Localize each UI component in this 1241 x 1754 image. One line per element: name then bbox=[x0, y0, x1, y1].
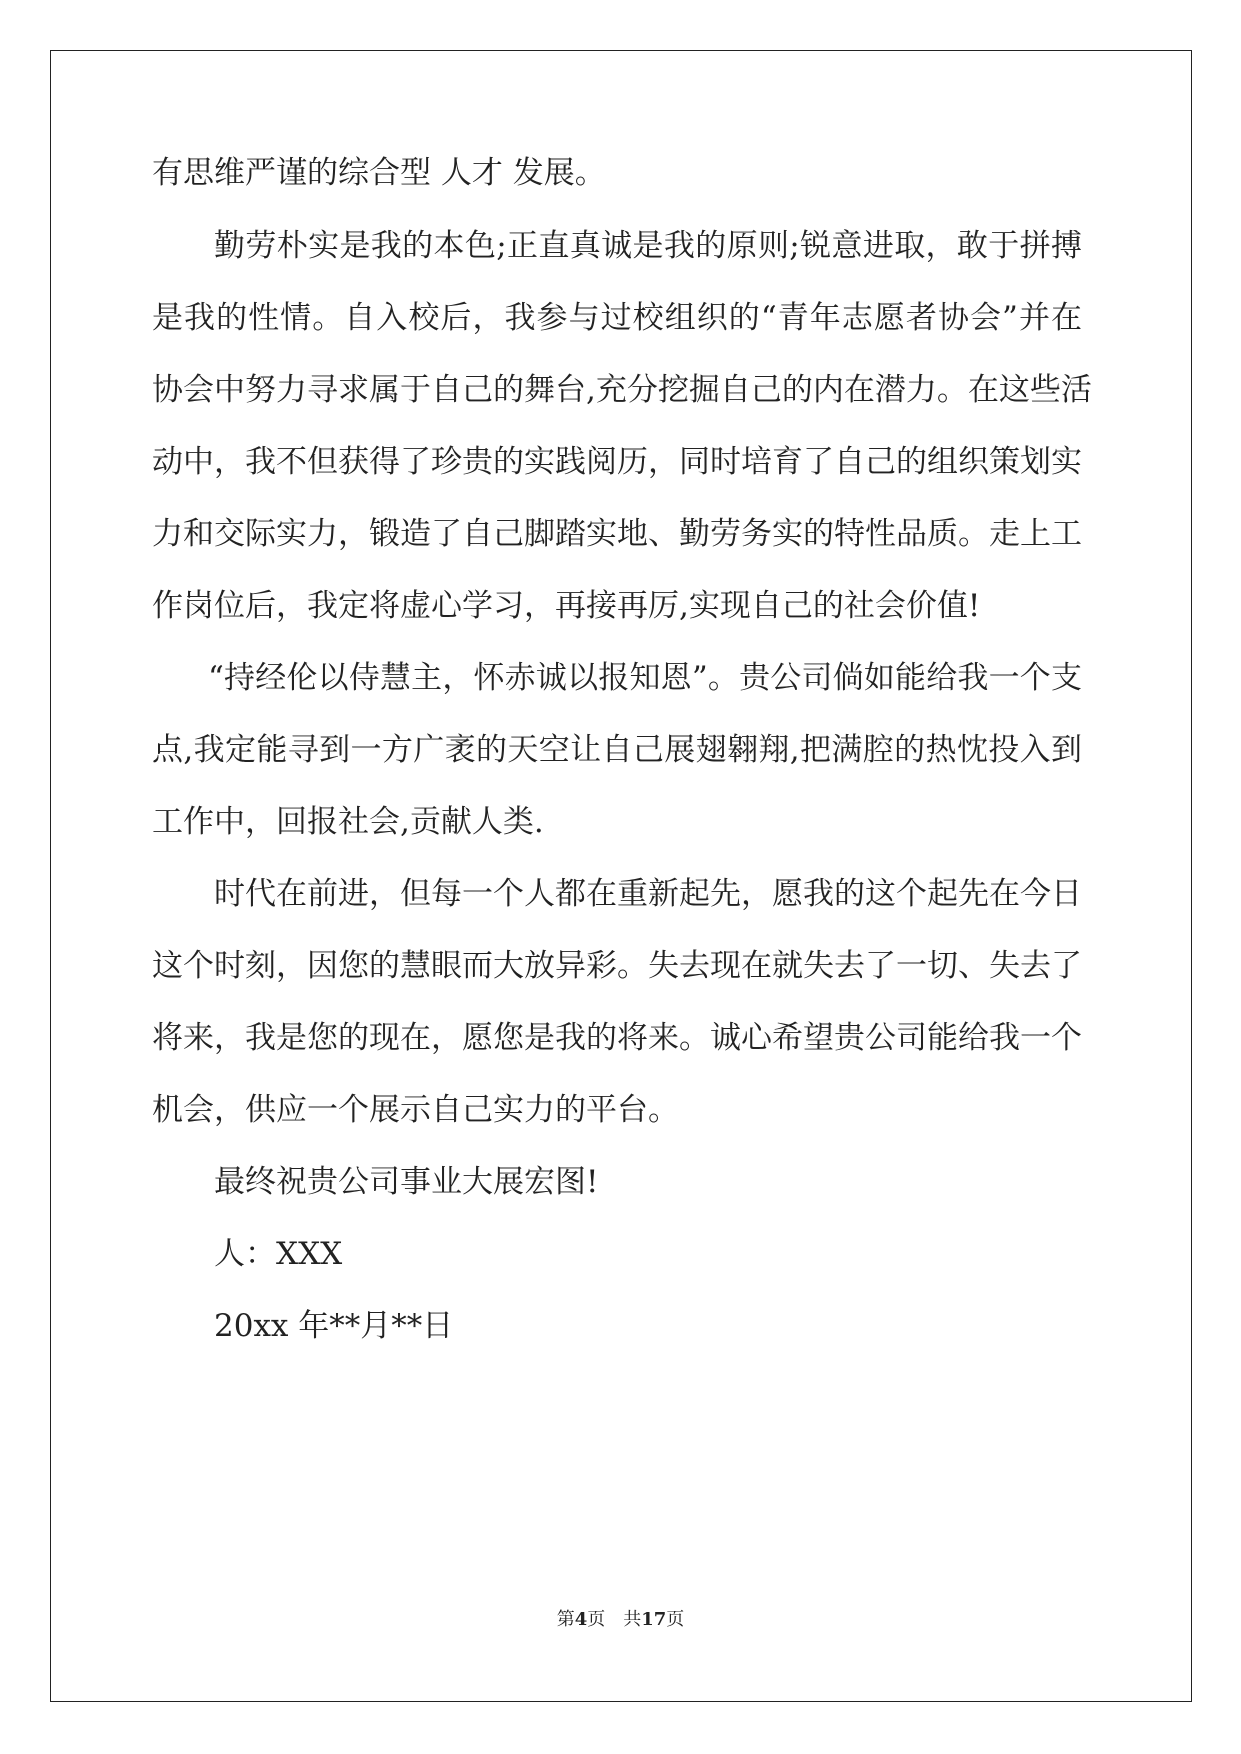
paragraph-line: 有思维严谨的综合型 人才 发展。 bbox=[152, 155, 606, 191]
paragraph-line: 动中，我不但获得了珍贵的实践阅历，同时培育了自己的组织策划实 bbox=[152, 444, 1082, 480]
paragraph-line: “持经伦以侍慧主，怀赤诚以报知恩”。贵公司倘如能给我一个支 bbox=[208, 660, 1082, 696]
closing-line: 最终祝贵公司事业大展宏图! bbox=[214, 1164, 599, 1200]
paragraph-line: 是我的性情。自入校后，我参与过校组织的“青年志愿者协会”并在 bbox=[152, 300, 1082, 336]
page-footer bbox=[0, 1605, 1241, 1631]
paragraph-line: 勤劳朴实是我的本色;正直真诚是我的原则;锐意进取，敢于拼搏 bbox=[214, 228, 1082, 264]
paragraph-line: 机会，供应一个展示自己实力的平台。 bbox=[152, 1092, 679, 1128]
paragraph-line: 力和交际实力，锻造了自己脚踏实地、勤劳务实的特性品质。走上工 bbox=[152, 516, 1082, 552]
paragraph-line: 时代在前进，但每一个人都在重新起先，愿我的这个起先在今日 bbox=[214, 876, 1082, 912]
total-pages: 17 bbox=[641, 1609, 667, 1630]
signature-line: 人：XXX bbox=[214, 1236, 343, 1272]
paragraph-line: 协会中努力寻求属于自己的舞台,充分挖掘自己的内在潜力。在这些活 bbox=[152, 372, 1092, 408]
page-prefix: 第 bbox=[556, 1609, 575, 1630]
total-prefix: 共 bbox=[623, 1609, 642, 1630]
page-number: 4 bbox=[574, 1609, 588, 1630]
paragraph-line: 将来，我是您的现在，愿您是我的将来。诚心希望贵公司能给我一个 bbox=[152, 1020, 1082, 1056]
total-suffix: 页 bbox=[666, 1609, 685, 1630]
paragraph-line: 点,我定能寻到一方广袤的天空让自己展翅翱翔,把满腔的热忱投入到 bbox=[152, 732, 1082, 768]
paragraph-line: 工作中，回报社会,贡献人类. bbox=[152, 804, 544, 840]
paragraph-line: 这个时刻，因您的慧眼而大放异彩。失去现在就失去了一切、失去了 bbox=[152, 948, 1082, 984]
date-line: 20xx 年**月**日 bbox=[214, 1308, 454, 1344]
page-suffix: 页 bbox=[587, 1609, 606, 1630]
paragraph-line: 作岗位后，我定将虚心学习，再接再厉,实现自己的社会价值! bbox=[152, 588, 981, 624]
